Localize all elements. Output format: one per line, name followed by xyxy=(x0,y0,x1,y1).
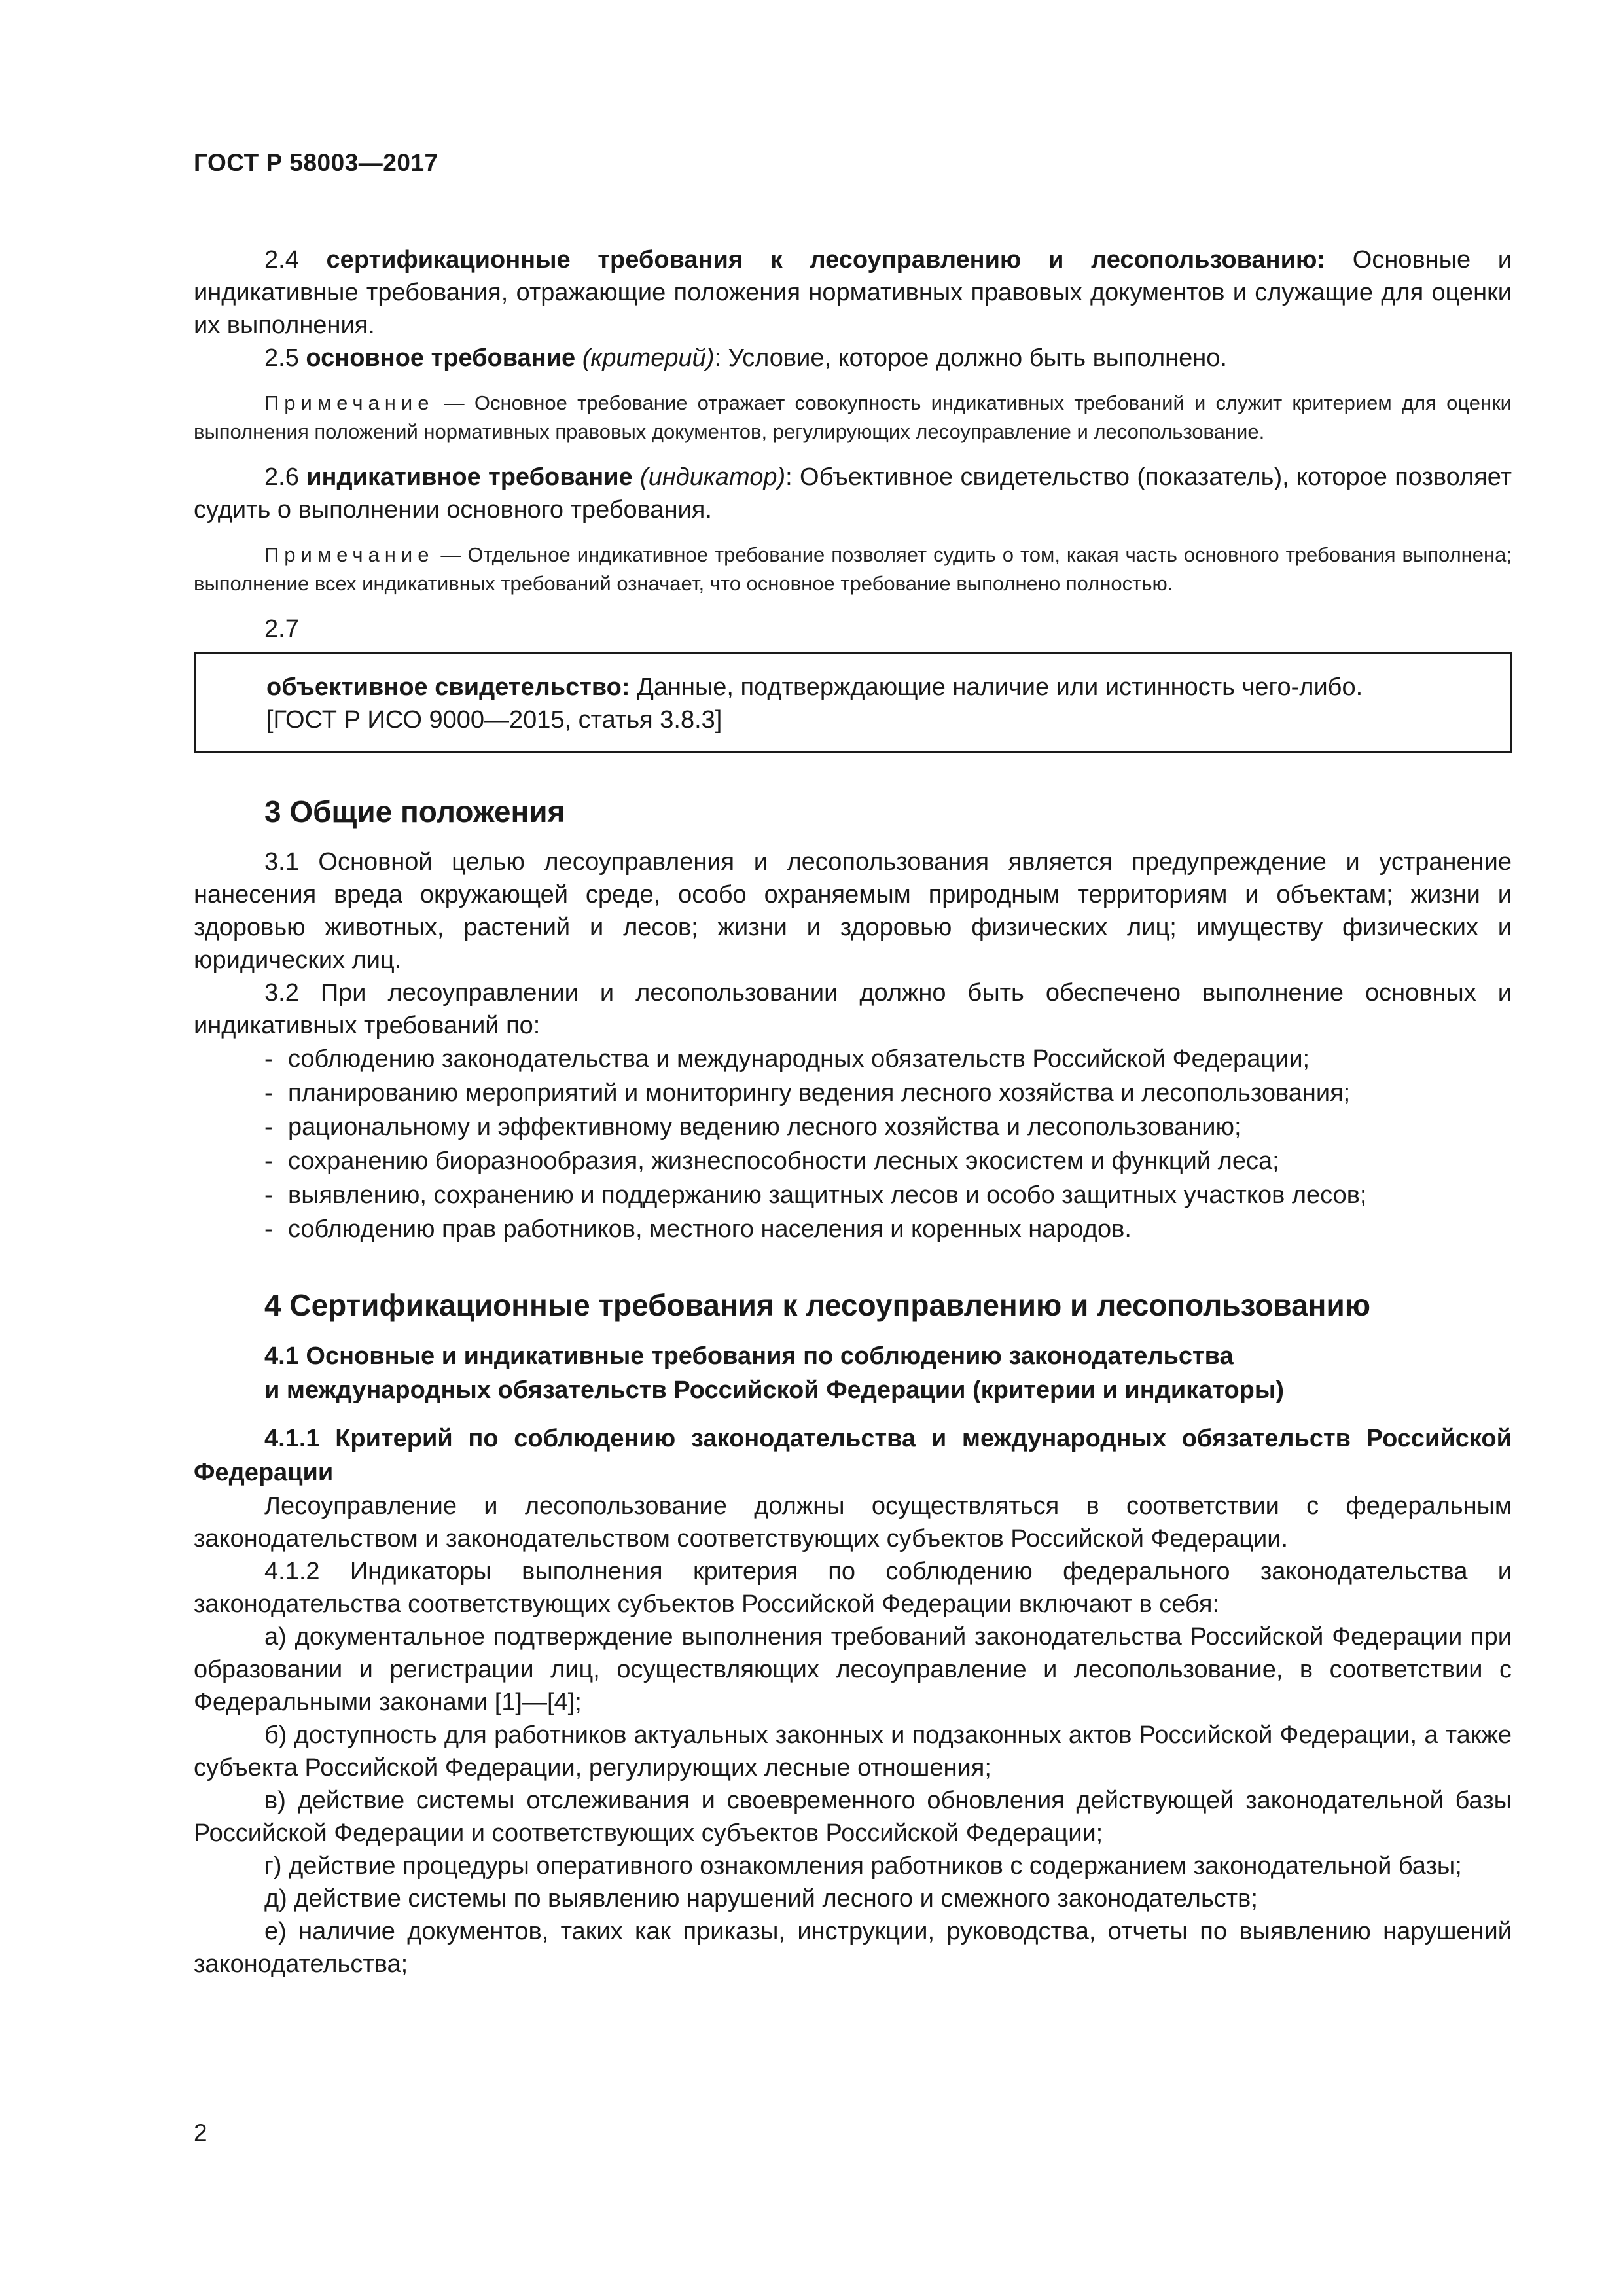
indicator-item-g: г) действие процедуры оперативного ознакомления работников с содержанием законодательной базы; xyxy=(264,1852,1462,1880)
clause-number: 2.6 xyxy=(264,463,307,491)
note-label: Примечание xyxy=(264,391,435,414)
list-dash: - xyxy=(264,1215,273,1243)
list-item-text: соблюдению законодательства и международных обязательств Российской Федерации; xyxy=(288,1045,1310,1073)
term-alt: (критерий) xyxy=(575,344,715,372)
clause-4-1-1-text: Лесоуправление и лесопользование должны осуществляться в соответствии с федеральным законодательством и законодательством соответствующих субъектов Российской Федерации. xyxy=(194,1492,1512,1552)
subsection-heading-line: 4.1 Основные и индикативные требования по соблюдению законодательства xyxy=(264,1342,1234,1370)
requirements-list xyxy=(194,1042,1512,1246)
page-content xyxy=(194,243,1512,1981)
subsection-heading-line: и международных обязательств Российской Федерации (критерии и индикаторы) xyxy=(264,1376,1284,1404)
list-item xyxy=(194,1178,1512,1212)
list-item-text: планированию мероприятий и мониторингу ведения лесного хозяйства и лесопользования; xyxy=(288,1079,1351,1107)
indicator-item-d: д) действие системы по выявлению нарушений лесного и смежного законодательств; xyxy=(264,1885,1258,1912)
definition: : Условие, которое должно быть выполнено. xyxy=(714,344,1227,372)
list-item-text: соблюдению прав работников, местного населения и коренных народов. xyxy=(288,1215,1132,1243)
note-label: Примечание xyxy=(264,543,435,566)
list-dash: - xyxy=(264,1045,273,1073)
note-text: — Основное требование отражает совокупность индикативных требований и служит критерием для оценки выполнения положений нормативных правовых документов, регулирующих лесоуправление и лесопользование. xyxy=(194,391,1512,443)
term: сертификационные требования к лесоуправлению и лесопользованию: xyxy=(326,246,1326,274)
term-alt: (индикатор) xyxy=(632,463,786,491)
indicator-item-e: е) наличие документов, таких как приказы, инструкции, руководства, отчеты по выявлению нарушений законодательства; xyxy=(194,1918,1512,1978)
indicator-item-a: а) документальное подтверждение выполнения требований законодательства Российской Федерации при образовании и регистрации лиц, осуществляющих лесоуправление и лесопользование, в соответствии с Федеральными законами [1]—[4]; xyxy=(194,1623,1512,1716)
list-item xyxy=(194,1144,1512,1178)
clause-2-4 xyxy=(194,243,1512,342)
clause-number: 2.5 xyxy=(264,344,306,372)
clause-2-6 xyxy=(194,461,1512,526)
list-item xyxy=(194,1212,1512,1246)
quoted-definition xyxy=(266,671,1490,704)
definition: : Объективное свидетельство (показатель), которое позволяет судить о выполнении основного требования. xyxy=(194,463,1512,524)
clause-number: 2.4 xyxy=(264,246,327,274)
list-dash: - xyxy=(264,1079,273,1107)
list-item xyxy=(194,1076,1512,1110)
document-code: ГОСТ Р 58003—2017 xyxy=(194,149,438,176)
source-reference: [ГОСТ Р ИСО 9000—2015, статья 3.8.3] xyxy=(266,706,722,734)
indicator-item-v: в) действие системы отслеживания и своевременного обновления действующей законодательной базы Российской Федерации и соответствующих субъектов Российской Федерации; xyxy=(194,1787,1512,1847)
clause-3-2: 3.2 При лесоуправлении и лесопользовании должно быть обеспечено выполнение основных и индикативных требований по: xyxy=(194,979,1512,1039)
indicator-item-b: б) доступность для работников актуальных законных и подзаконных актов Российской Федерации, а также субъекта Российской Федерации, регулирующих лесные отношения; xyxy=(194,1721,1512,1782)
list-item xyxy=(194,1110,1512,1144)
subsection-4-1-heading xyxy=(194,1339,1512,1407)
page-number: 2 xyxy=(194,2119,207,2146)
clause-3-1: 3.1 Основной целью лесоуправления и лесопользования является предупреждение и устранение нанесения вреда окружающей среде, особо охраняемым природным территориям и объектам; жизни и здоровью животных, растений и лесов; жизни и здоровью физических лиц; имуществу физических и юридических лиц. xyxy=(194,848,1512,974)
term: основное требование xyxy=(306,344,576,372)
list-item-text: рациональному и эффективному ведению лесного хозяйства и лесопользованию; xyxy=(288,1113,1241,1141)
section-3-heading: 3 Общие положения xyxy=(264,795,565,829)
section-4-heading: 4 Сертификационные требования к лесоуправлению и лесопользованию xyxy=(264,1288,1371,1322)
note-text: — Отдельное индикативное требование позволяет судить о том, какая часть основного требования выполнена; выполнение всех индикативных требований означает, что основное требование выполнено полностью. xyxy=(194,543,1512,595)
list-item-text: выявлению, сохранению и поддержанию защитных лесов и особо защитных участков лесов; xyxy=(288,1181,1367,1209)
clause-2-7-number: 2.7 xyxy=(264,615,299,643)
list-item xyxy=(194,1042,1512,1076)
definition: Данные, подтверждающие наличие или истинность чего-либо. xyxy=(630,673,1363,701)
list-dash: - xyxy=(264,1147,273,1175)
term: индикативное требование xyxy=(306,463,633,491)
quoted-definition-box xyxy=(194,652,1512,753)
note-2-6 xyxy=(194,541,1512,598)
list-dash: - xyxy=(264,1113,273,1141)
clause-4-1-2: 4.1.2 Индикаторы выполнения критерия по соблюдению федерального законодательства и законодательства соответствующих субъектов Российской Федерации включают в себя: xyxy=(194,1558,1512,1618)
note-2-5 xyxy=(194,389,1512,446)
clause-2-5 xyxy=(194,342,1512,374)
list-item-text: сохранению биоразнообразия, жизнеспособности лесных экосистем и функций леса; xyxy=(288,1147,1279,1175)
clause-4-1-1-heading: 4.1.1 Критерий по соблюдению законодательства и международных обязательств Российской Федерации xyxy=(194,1425,1512,1486)
term: объективное свидетельство: xyxy=(266,673,630,701)
list-dash: - xyxy=(264,1181,273,1209)
definition: Основные и индикативные требования, отражающие положения нормативных правовых документов и служащие для оценки их выполнения. xyxy=(194,246,1512,339)
